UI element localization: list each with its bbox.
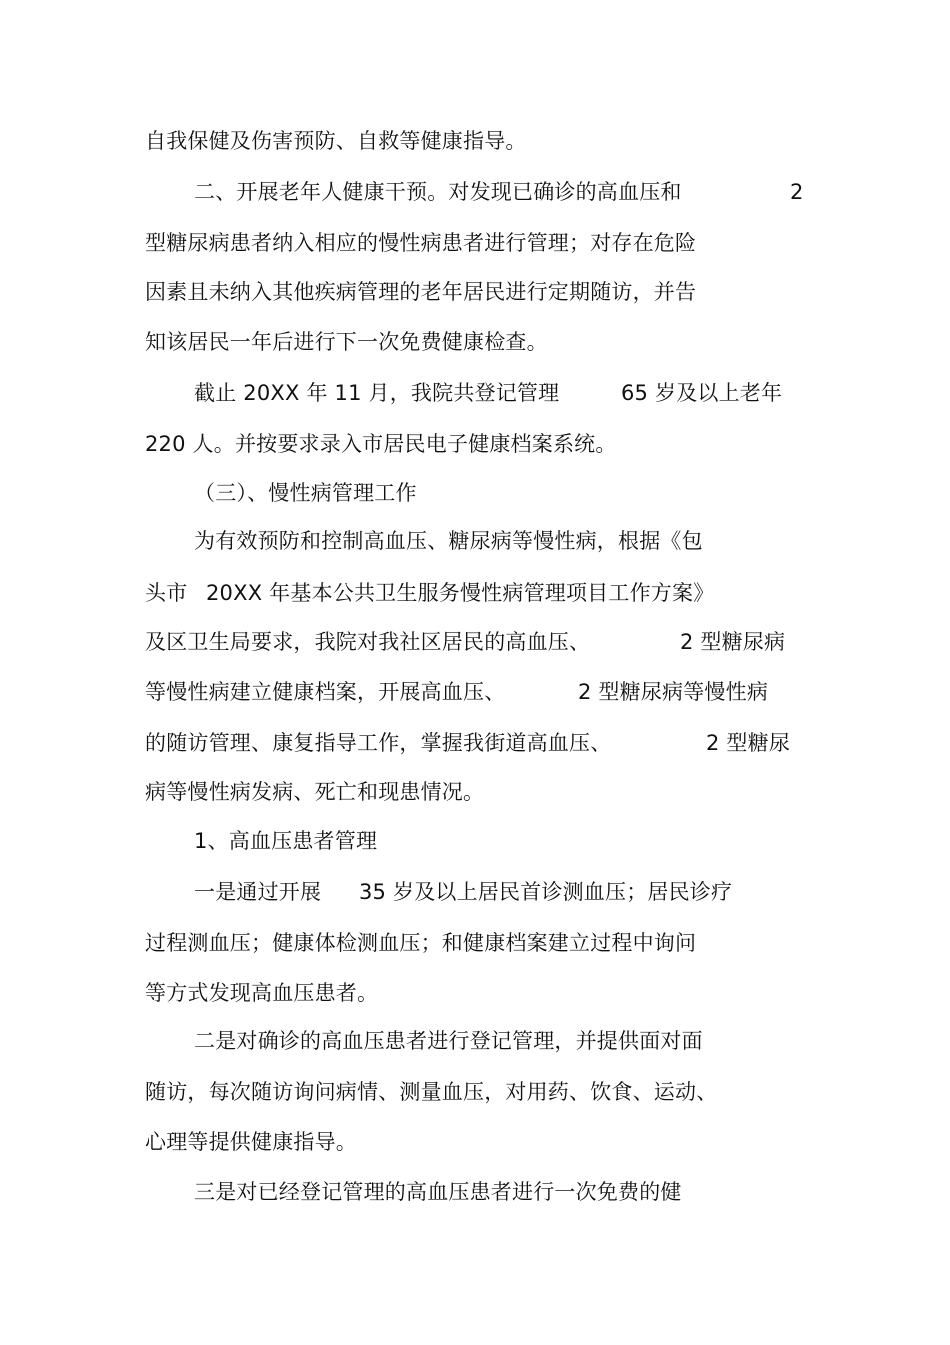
text-line: 等方式发现高血压患者。 [145, 981, 379, 1005]
text-line: 心理等提供健康指导。 [145, 1130, 357, 1154]
text-line: 为有效预防和控制高血压、糖尿病等慢性病，根据《包 [194, 529, 703, 553]
text-line: 2 型糖尿病 [680, 630, 786, 654]
subsection-heading: 1、高血压患者管理 [194, 829, 378, 853]
text-line: 一是通过开展 [194, 880, 322, 904]
section-heading: （三）、慢性病管理工作 [194, 481, 417, 505]
text-line: 型糖尿病患者纳入相应的慢性病患者进行管理；对存在危险 [145, 231, 697, 255]
text-line: 病等慢性病发病、死亡和现患情况。 [145, 780, 485, 804]
text-line: 2 型糖尿 [706, 731, 791, 755]
text-line: 二是对确诊的高血压患者进行登记管理，并提供面对面 [194, 1029, 703, 1053]
text-line: 65 岁及以上老年 [621, 381, 783, 405]
text-line: 2 型糖尿病等慢性病 [578, 680, 769, 704]
text-line: 及区卫生局要求，我院对我社区居民的高血压、 [145, 630, 591, 654]
text-line: 二、开展老年人健康干预。对发现已确诊的高血压和 [194, 180, 682, 204]
text-line: 20XX 年基本公共卫生服务慢性病管理项目工作方案》 [206, 581, 715, 605]
text-line: 35 岁及以上居民首诊测血压；居民诊疗 [359, 880, 733, 904]
text-line: 知该居民一年后进行下一次免费健康检查。 [145, 330, 548, 354]
text-line: 因素且未纳入其他疾病管理的老年居民进行定期随访，并告 [145, 280, 697, 304]
text-line: 三是对已经登记管理的高血压患者进行一次免费的健 [194, 1180, 682, 1204]
text-line: 的随访管理、康复指导工作，掌握我街道高血压、 [145, 731, 612, 755]
text-line: 头市 [145, 581, 188, 605]
text-line: 随访，每次随访询问病情、测量血压，对用药、饮食、运动、 [145, 1080, 718, 1104]
text-line: 等慢性病建立健康档案，开展高血压、 [145, 680, 506, 704]
text-line: 220 人。并按要求录入市居民电子健康档案系统。 [145, 432, 617, 456]
text-line: 截止 20XX 年 11 月，我院共登记管理 [194, 381, 560, 405]
text-line: 2 [790, 180, 804, 204]
text-line: 自我保健及伤害预防、自救等健康指导。 [145, 129, 527, 153]
text-line: 过程测血压；健康体检测血压；和健康档案建立过程中询问 [145, 931, 697, 955]
